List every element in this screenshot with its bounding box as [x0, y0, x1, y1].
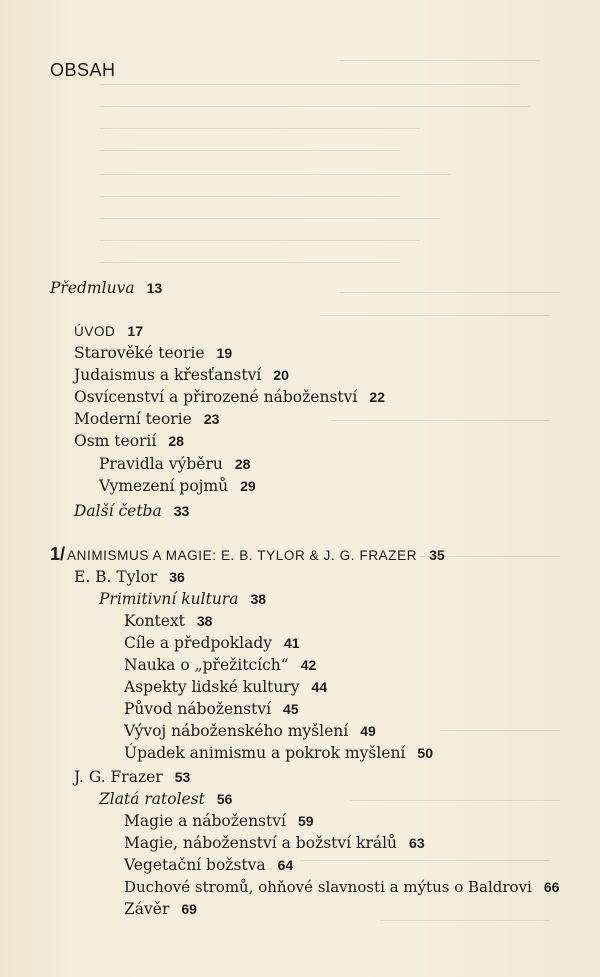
toc-page-number: 33 — [173, 503, 190, 519]
toc-page-number: 42 — [300, 657, 317, 673]
toc-entry-title: Primitivní kultura — [99, 590, 239, 608]
toc-page-number: 56 — [216, 791, 233, 807]
toc-page-number: 44 — [311, 679, 328, 695]
toc-entry-title: Osvícenství a přirozené náboženství — [74, 388, 358, 406]
toc-entry-staroveke[interactable] — [74, 346, 232, 362]
toc-page-number: 29 — [240, 478, 256, 494]
toc-entry-vegetacni[interactable] — [124, 858, 293, 874]
toc-entry-title: Závěr — [124, 900, 170, 918]
toc-page-number: 22 — [369, 389, 385, 405]
toc-entry-title: Magie a náboženství — [124, 812, 286, 830]
toc-entry-title: Judaismus a křesťanství — [74, 366, 262, 384]
toc-page-number: 28 — [234, 456, 251, 472]
toc-chapter-1[interactable] — [50, 545, 445, 564]
toc-page-number: 28 — [168, 433, 184, 449]
toc-entry-osm[interactable] — [74, 434, 184, 450]
toc-entry-frazer[interactable] — [74, 770, 190, 786]
toc-entry-title: Pravidla výběru — [99, 455, 223, 473]
toc-page-number: 63 — [409, 835, 425, 851]
toc-entry-uvod[interactable] — [74, 324, 143, 340]
toc-page-number: 20 — [273, 367, 289, 383]
toc-page-number: 69 — [181, 901, 197, 917]
toc-entry-title: Vymezení pojmů — [99, 477, 229, 495]
toc-entry-title: Předmluva — [50, 279, 135, 297]
toc-entry-moderni[interactable] — [74, 412, 219, 428]
toc-entry-pravidla[interactable] — [99, 457, 250, 473]
toc-page-number: 59 — [297, 813, 314, 829]
toc-entry-osvicenstvi[interactable] — [74, 390, 385, 406]
toc-entry-vymezeni[interactable] — [99, 479, 256, 495]
toc-entry-title: Nauka o „přežitcích“ — [124, 656, 289, 674]
toc-page-number: 41 — [284, 635, 300, 651]
toc-entry-zaver[interactable] — [124, 902, 197, 918]
contents-heading: OBSAH — [50, 60, 116, 80]
toc-entry-primitivni-kultura[interactable] — [99, 592, 266, 608]
toc-page-number: 64 — [277, 857, 294, 873]
toc-entry-puvod[interactable] — [124, 702, 299, 718]
toc-entry-nauka[interactable] — [124, 658, 316, 674]
toc-entry-title: Kontext — [124, 612, 185, 630]
toc-entry-title: Magie, náboženství a božství králů — [124, 834, 398, 852]
toc-page-number: 49 — [360, 723, 376, 739]
toc-entry-aspekty[interactable] — [124, 680, 327, 696]
toc-entry-title: Vývoj náboženského myšlení — [124, 722, 349, 740]
toc-entry-magie-bozstvi[interactable] — [124, 836, 425, 852]
toc-entry-title: Zlatá ratolest — [99, 790, 205, 808]
toc-entry-duchove[interactable] — [124, 880, 559, 895]
toc-page-number: 19 — [216, 345, 233, 361]
toc-page-number: 38 — [250, 591, 267, 607]
toc-page-number: 66 — [543, 879, 560, 895]
toc-entry-title: Starověké teorie — [74, 344, 205, 362]
toc-entry-title: E. B. Tylor — [74, 568, 158, 586]
toc-entry-zlata-ratolest[interactable] — [99, 792, 232, 808]
toc-entry-tylor[interactable] — [74, 570, 185, 586]
toc-entry-title: Původ náboženství — [124, 700, 272, 718]
toc-entry-predmluva[interactable] — [50, 281, 162, 297]
toc-entry-title: ÚVOD — [74, 324, 116, 339]
toc-page-number: 36 — [169, 569, 185, 585]
toc-entry-title: Aspekty lidské kultury — [124, 678, 300, 696]
toc-entry-cile[interactable] — [124, 636, 300, 652]
toc-page-number: 45 — [283, 701, 299, 717]
toc-page-number: 35 — [429, 547, 445, 563]
toc-entry-title: ANIMISMUS A MAGIE: E. B. TYLOR & J. G. FRAZER — [67, 548, 418, 563]
toc-entry-title: Další četba — [74, 502, 162, 520]
toc-entry-kontext[interactable] — [124, 614, 212, 630]
toc-entry-title: Moderní teorie — [74, 410, 192, 428]
toc-entry-title: Vegetační božstva — [124, 856, 266, 874]
toc-page-number: 23 — [203, 411, 220, 427]
toc-entry-title: Úpadek animismu a pokrok myšlení — [124, 744, 406, 762]
toc-entry-dalsi-cetba[interactable] — [74, 504, 189, 520]
toc-entry-vyvoj[interactable] — [124, 724, 376, 740]
toc-entry-title: Cíle a předpoklady — [124, 634, 272, 652]
toc-entry-title: J. G. Frazer — [74, 768, 163, 786]
chapter-number: 1/ — [50, 544, 66, 564]
toc-page-number: 53 — [174, 769, 191, 785]
toc-page-number: 17 — [127, 323, 143, 339]
toc-page-number: 50 — [417, 745, 433, 761]
toc-entry-upadek[interactable] — [124, 746, 433, 762]
toc-entry-title: Osm teorií — [74, 432, 157, 450]
toc-page-number: 38 — [196, 613, 213, 629]
toc-entry-title: Duchové stromů, ohňové slavnosti a mýtus o Baldrovi — [124, 878, 532, 896]
toc-entry-magie[interactable] — [124, 814, 314, 830]
toc-page-number: 13 — [146, 280, 163, 296]
toc-entry-judaismus[interactable] — [74, 368, 289, 384]
